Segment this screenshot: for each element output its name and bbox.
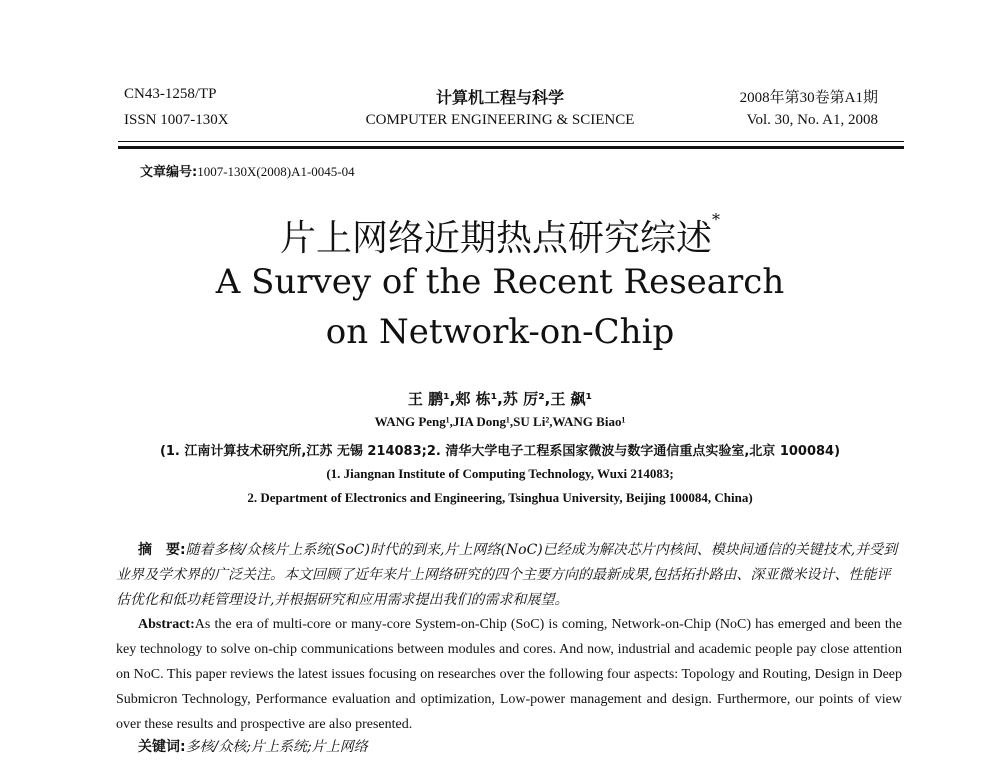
keywords [138,736,368,756]
title-cn [0,210,1000,261]
affiliation-en-2: 2. Department of Electronics and Engineering, Tsinghua University, Beijing 100084, China) [247,490,753,505]
title-en-line2: on Network-on-Chip [325,312,675,352]
title-en-line1: A Survey of the Recent Research [215,262,785,302]
abstract-en-label: Abstract: [138,617,195,632]
affiliation-en-1: (1. Jiangnan Institute of Computing Technology, Wuxi 214083; [326,466,674,481]
authors-cn: 王 鹏¹,郏 栋¹,苏 厉²,王 飙¹ [407,390,593,408]
abstract-cn-label: 摘 要: [138,542,186,558]
abstract-cn-text: 随着多核/众核片上系统(SoC)时代的到来,片上网络(NoC)已经成为解决芯片内核间、模块间通信的关键技术,并受到业界及学术界的广泛关注。本文回顾了近年来片上网络研究的四个主要方向的最新成果,包括拓扑路由、深亚微米设计、性能评估优化和低功耗管理设计,并根据研究和应用需求提出我们的需求和展望。 [116,542,898,608]
header-rule-thick [118,146,904,149]
article-number-value: 1007-130X(2008)A1-0045-04 [197,164,355,179]
journal-name-cn: 计算机工程与科学 [435,88,564,107]
abstract-en [116,612,902,737]
title-cn-text: 片上网络近期热点研究综述 [279,218,712,259]
article-number-label: 文章编号: [140,165,198,180]
affiliation-cn: (1. 江南计算技术研究所,江苏 无锡 214083;2. 清华大学电子工程系国家微波与数字通信重点实验室,北京 100084) [159,444,841,459]
abstract-cn [116,538,902,613]
keywords-value: 多核/众核;片上系统;片上网络 [185,739,368,755]
keywords-label: 关键词: [138,739,186,755]
journal-name-en: COMPUTER ENGINEERING & SCIENCE [365,112,635,128]
abstract-en-text: As the era of multi-core or many-core System-on-Chip (SoC) is coming, Network-on-Chip (NoC) has emerged and been the key technology to solve on-chip communications between modules and cores. And now, industrial and academic people pay close attention on NoC. This paper reviews the latest issues focusing on researches over the following four aspects: Topology and Routing, Design in Deep Submicron Technology, Performance evaluation and optimization, Low-power management and design. Furthermore, our points of view over these results and prospective are also presented. [116,617,902,732]
header-rule-thin [118,141,904,142]
cn-code: CN43-1258/TP [124,86,217,102]
issn: ISSN 1007-130X [124,112,229,128]
title-footnote-mark: * [712,210,720,229]
issue-en: Vol. 30, No. A1, 2008 [746,112,878,128]
authors-en: WANG Peng¹,JIA Dong¹,SU Li²,WANG Biao¹ [374,414,626,429]
article-number [140,161,355,180]
issue-cn: 2008年第30卷第A1期 [739,90,878,106]
